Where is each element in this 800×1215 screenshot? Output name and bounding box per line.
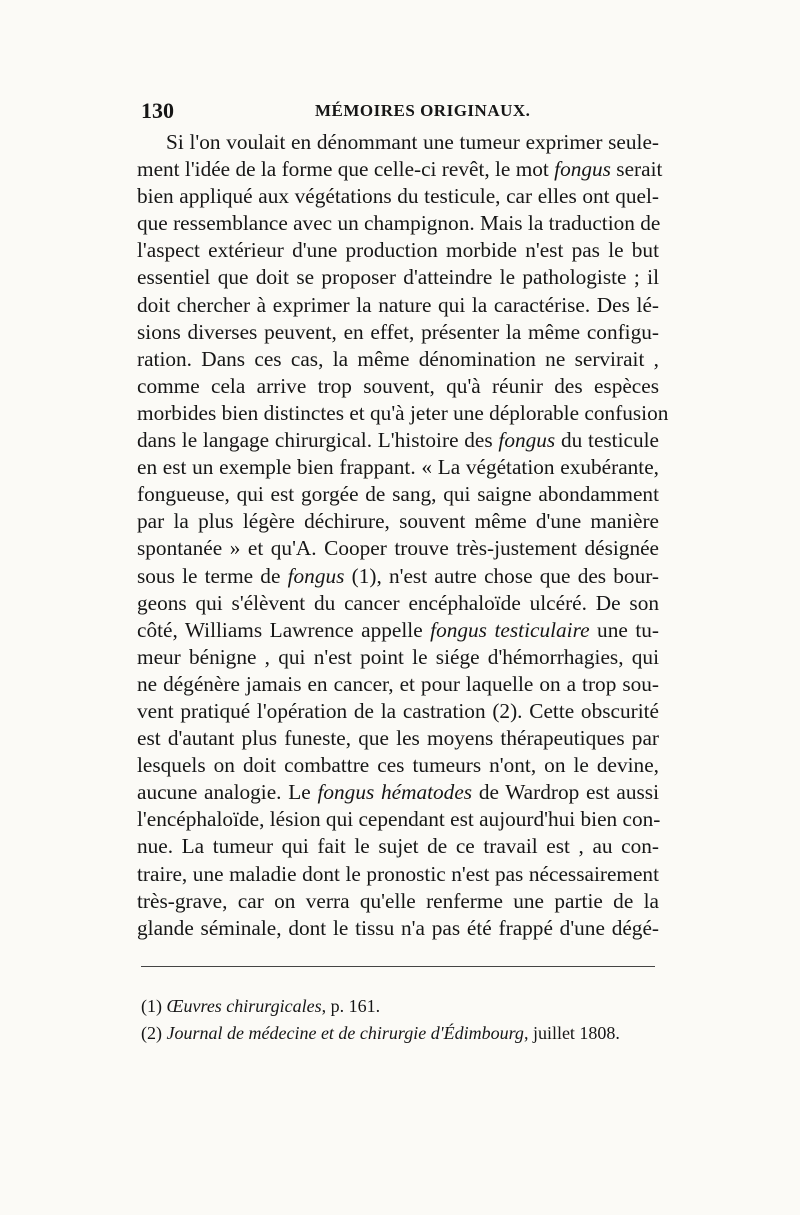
text-line: nue. La tumeur qui fait le sujet de ce travail est , au con- [137, 834, 659, 859]
text-line: l'aspect extérieur d'une production morbide n'est pas le but [137, 238, 659, 263]
page-header [141, 98, 658, 130]
text-line: est d'autant plus funeste, que les moyens thérapeutiques par [137, 726, 659, 751]
text-line: meur bénigne , qui n'est point le siége d'hémorrhagies, qui [137, 644, 659, 669]
text-line: sions diverses peuvent, en effet, présenter la même configu- [137, 319, 659, 344]
text-line: ne dégénère jamais en cancer, et pour laquelle on a trop sou- [137, 671, 659, 696]
text-line: l'encéphaloïde, lésion qui cependant est aujourd'hui bien con- [137, 807, 661, 832]
text-line: morbides bien distinctes et qu'à jeter une déplorable confusion [137, 400, 669, 425]
text-line: essentiel que doit se proposer d'atteindre le pathologiste ; il [137, 265, 659, 290]
footnote-marker: (1) [141, 996, 167, 1016]
text-line: geons qui s'élèvent du cancer encéphaloïde ulcéré. De son [137, 590, 659, 615]
text-line: que ressemblance avec un champignon. Mais la traduction de [137, 211, 661, 236]
footnote [141, 1020, 661, 1047]
text-line: très-grave, car on verra qu'elle renferme une partie de la [137, 888, 659, 913]
text-line: dans le langage chirurgical. L'histoire des fongus du testicule [137, 428, 659, 453]
text-line: par la plus légère déchirure, souvent même d'une manière [137, 509, 659, 534]
footnote-rest: , p. 161. [321, 996, 381, 1016]
footnote-rest: , juillet 1808. [523, 1023, 620, 1043]
footnote-marker: (2) [141, 1023, 167, 1043]
footnote [141, 993, 661, 1020]
text-line: glande séminale, dont le tissu n'a pas été frappé d'une dégé- [137, 915, 659, 940]
text-line: vent pratiqué l'opération de la castration (2). Cette obscurité [137, 698, 659, 723]
text-line: Si l'on voulait en dénommant une tumeur exprimer seule- [166, 130, 659, 154]
text-line: lesquels on doit combattre ces tumeurs n'ont, on le devine, [137, 753, 659, 778]
text-line: ration. Dans ces cas, la même dénomination ne servirait , [137, 346, 659, 371]
footnote-title: Journal de médecine et de chirurgie d'Édimbourg [166, 1023, 524, 1043]
footnote-title: Œuvres chirurgicales [166, 996, 322, 1016]
text-line: doit chercher à exprimer la nature qui la caractérise. Des lé- [137, 292, 659, 317]
running-title: MÉMOIRES ORIGINAUX. [315, 101, 531, 120]
text-line: traire, une maladie dont le pronostic n'est pas nécessairement [137, 861, 659, 886]
text-line: sous le terme de fongus (1), n'est autre chose que des bour- [137, 563, 659, 588]
body-text [137, 129, 669, 942]
text-line: fongueuse, qui est gorgée de sang, qui saigne abondamment [137, 482, 659, 507]
footnote-divider [141, 966, 655, 967]
text-line: bien appliqué aux végétations du testicule, car elles ont quel- [137, 184, 659, 209]
text-line: comme cela arrive trop souvent, qu'à réunir des espèces [137, 373, 659, 398]
text-line: spontanée » et qu'A. Cooper trouve très-justement désignée [137, 536, 659, 561]
text-line: côté, Williams Lawrence appelle fongus testiculaire une tu- [137, 617, 659, 642]
text-line: aucune analogie. Le fongus hématodes de Wardrop est aussi [137, 780, 659, 805]
footnotes [141, 993, 661, 1047]
text-line: en est un exemple bien frappant. « La végétation exubérante, [137, 455, 659, 480]
page-number: 130 [141, 98, 174, 123]
text-line: ment l'idée de la forme que celle-ci revêt, le mot fongus serait [137, 157, 663, 182]
